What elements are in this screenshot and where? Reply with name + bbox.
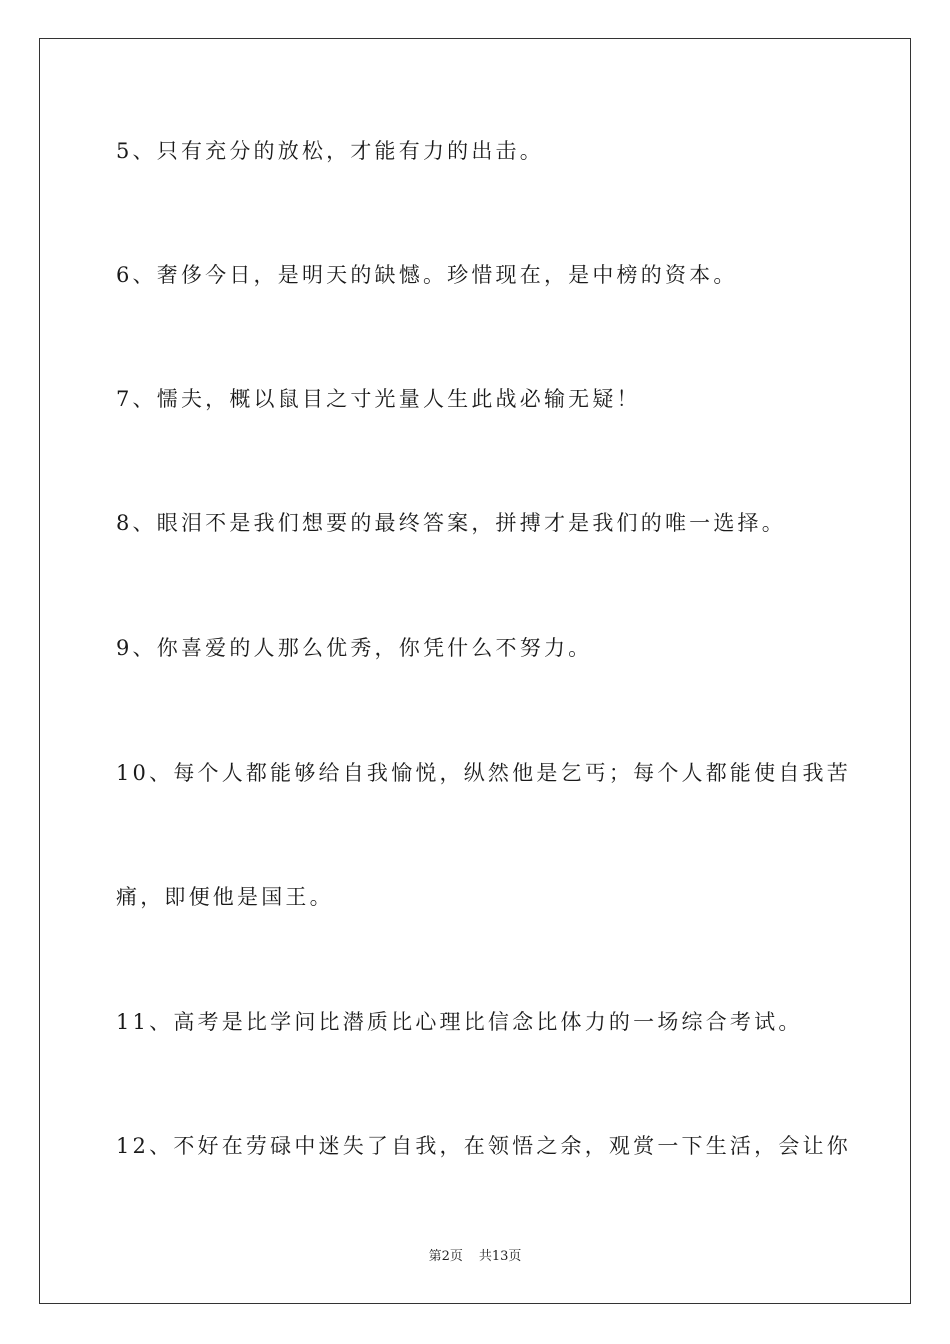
page-number: 第2页 <box>428 1249 463 1264</box>
text-line: 10、每个人都能够给自我愉悦，纵然他是乞丐；每个人都能使自我苦 <box>116 761 851 785</box>
text-line: 痛，即便他是国王。 <box>116 885 334 909</box>
page-border <box>39 38 911 1304</box>
text-line: 12、不好在劳碌中迷失了自我，在领悟之余，观赏一下生活，会让你 <box>116 1134 851 1158</box>
text-line: 6、奢侈今日，是明天的缺憾。珍惜现在，是中榜的资本。 <box>116 263 738 287</box>
page-footer <box>0 1247 950 1267</box>
text-line: 5、只有充分的放松，才能有力的出击。 <box>116 139 544 163</box>
total-pages: 共13页 <box>478 1249 522 1264</box>
text-line: 9、你喜爱的人那么优秀，你凭什么不努力。 <box>116 636 593 660</box>
text-line: 7、懦夫，概以鼠目之寸光量人生此战必输无疑！ <box>116 387 641 411</box>
text-line: 11、高考是比学问比潜质比心理比信念比体力的一场综合考试。 <box>116 1010 803 1034</box>
text-line: 8、眼泪不是我们想要的最终答案，拼搏才是我们的唯一选择。 <box>116 511 786 535</box>
